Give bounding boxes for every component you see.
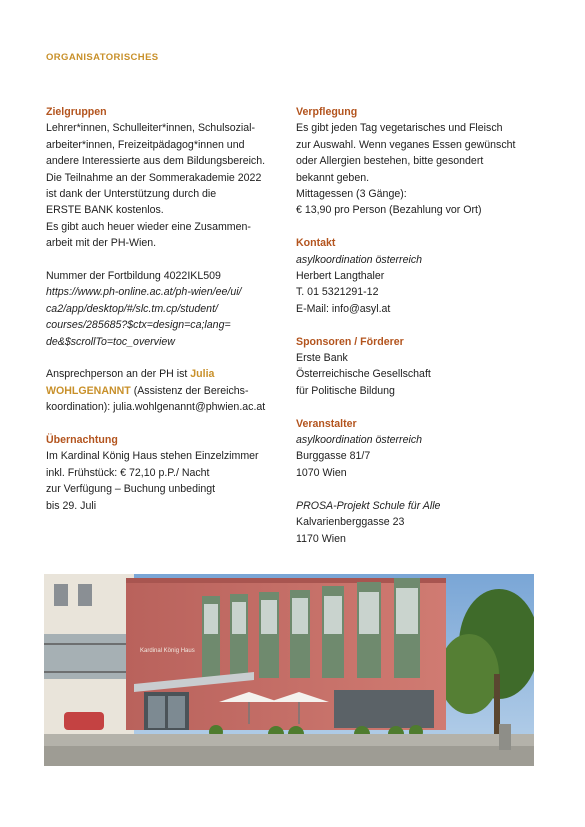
veranstalter-address: Kalvarienberggasse 23 (296, 516, 405, 529)
kontakt-email[interactable]: E-Mail: info@asyl.at (296, 302, 391, 315)
veranstalter-org: PROSA-Projekt Schule für Alle (296, 499, 441, 512)
fortbildung-number: Nummer der Fortbildung 4022IKL509 (46, 270, 221, 283)
zielgruppen-line: Die Teilnahme an der Sommerakademie 2022 (46, 171, 262, 184)
zielgruppen-line: ist dank der Unterstützung durch die (46, 188, 217, 201)
uebernachtung-heading: Übernachtung (46, 434, 118, 447)
sponsor-line: für Politische Bildung (296, 384, 395, 397)
kontakt-section (296, 235, 546, 317)
zielgruppen-line: Lehrer*innen, Schulleiter*innen, Schulsozial- (46, 122, 256, 135)
fortbildung-section (46, 268, 290, 350)
spacer (296, 481, 546, 497)
uebernachtung-line: Im Kardinal König Haus stehen Einzelzimmer (46, 450, 259, 463)
ansprechperson-email[interactable]: koordination): julia.wohlgenannt@phwien.ac.at (46, 401, 266, 414)
kontakt-heading: Kontakt (296, 237, 336, 250)
zielgruppen-line: ERSTE BANK kostenlos. (46, 204, 164, 217)
zielgruppen-line: arbeit mit der PH-Wien. (46, 237, 157, 250)
fortbildung-link[interactable]: https://www.ph-online.ac.at/ph-wien/ee/ui/ (46, 286, 242, 299)
sponsoren-heading: Sponsoren / Förderer (296, 335, 404, 348)
fortbildung-link[interactable]: de&$scrollTo=toc_overview (46, 335, 175, 348)
fortbildung-link[interactable]: courses/285685?$ctx=design=ca;lang= (46, 319, 231, 332)
uebernachtung-line: zur Verfügung – Buchung unbedingt (46, 483, 216, 496)
verpflegung-line: € 13,90 pro Person (Bezahlung vor Ort) (296, 204, 482, 217)
zielgruppen-line: andere Interessierte aus dem Bildungsbereich. (46, 155, 266, 168)
ansprechperson-prefix: Ansprechperson an der PH ist (46, 368, 191, 381)
zielgruppen-line: arbeiter*innen, Freizeitpädagog*innen und (46, 138, 245, 151)
veranstalter-section (296, 416, 546, 547)
zielgruppen-section (46, 104, 290, 252)
kontakt-org: asylkoordination österreich (296, 253, 423, 266)
verpflegung-line: Es gibt jeden Tag vegetarisches und Fleisch (296, 122, 503, 135)
verpflegung-heading: Verpflegung (296, 106, 358, 118)
veranstalter-address: 1070 Wien (296, 466, 347, 479)
fortbildung-link[interactable]: ca2/app/desktop/#/slc.tm.cp/student/ (46, 302, 218, 315)
right-column (296, 104, 546, 563)
contact-first-name: Julia (190, 368, 215, 381)
zielgruppen-line: Es gibt auch heuer wieder eine Zusammen- (46, 220, 251, 233)
kontakt-phone: T. 01 5321291-12 (296, 286, 379, 299)
veranstalter-address: 1170 Wien (296, 532, 346, 545)
sponsor-line: Erste Bank (296, 352, 348, 365)
sponsoren-section (296, 334, 546, 400)
sponsor-line: Österreichische Gesellschaft (296, 368, 431, 381)
veranstalter-address: Burggasse 81/7 (296, 450, 371, 463)
veranstalter-heading: Veranstalter (296, 417, 357, 430)
contact-last-name: WOHLGENANNT (46, 384, 131, 397)
kontakt-line: Herbert Langthaler (296, 270, 385, 283)
uebernachtung-line: inkl. Frühstück: € 72,10 p.P./ Nacht (46, 466, 210, 479)
ansprechperson-line (46, 366, 290, 382)
verpflegung-section (296, 104, 546, 219)
building-sign: Kardinal König Haus (140, 648, 195, 654)
uebernachtung-line: bis 29. Juli (46, 499, 97, 512)
ansprechperson-role: (Assistenz der Bereichs- (130, 384, 249, 397)
section-title: ORGANISATORISCHES (46, 52, 159, 63)
building-photo (44, 574, 534, 766)
uebernachtung-section (46, 432, 290, 514)
left-column (46, 104, 290, 531)
zielgruppen-heading: Zielgruppen (46, 106, 107, 118)
verpflegung-line: zur Auswahl. Wenn veganes Essen gewünscht (296, 138, 516, 151)
verpflegung-line: oder Allergien bestehen, bitte gesondert (296, 155, 484, 168)
ansprechperson-section (46, 366, 290, 415)
veranstalter-org: asylkoordination österreich (296, 434, 423, 447)
verpflegung-line: Mittagessen (3 Gänge): (296, 188, 407, 201)
ansprechperson-line (46, 383, 290, 399)
verpflegung-line: bekannt geben. (296, 171, 370, 184)
